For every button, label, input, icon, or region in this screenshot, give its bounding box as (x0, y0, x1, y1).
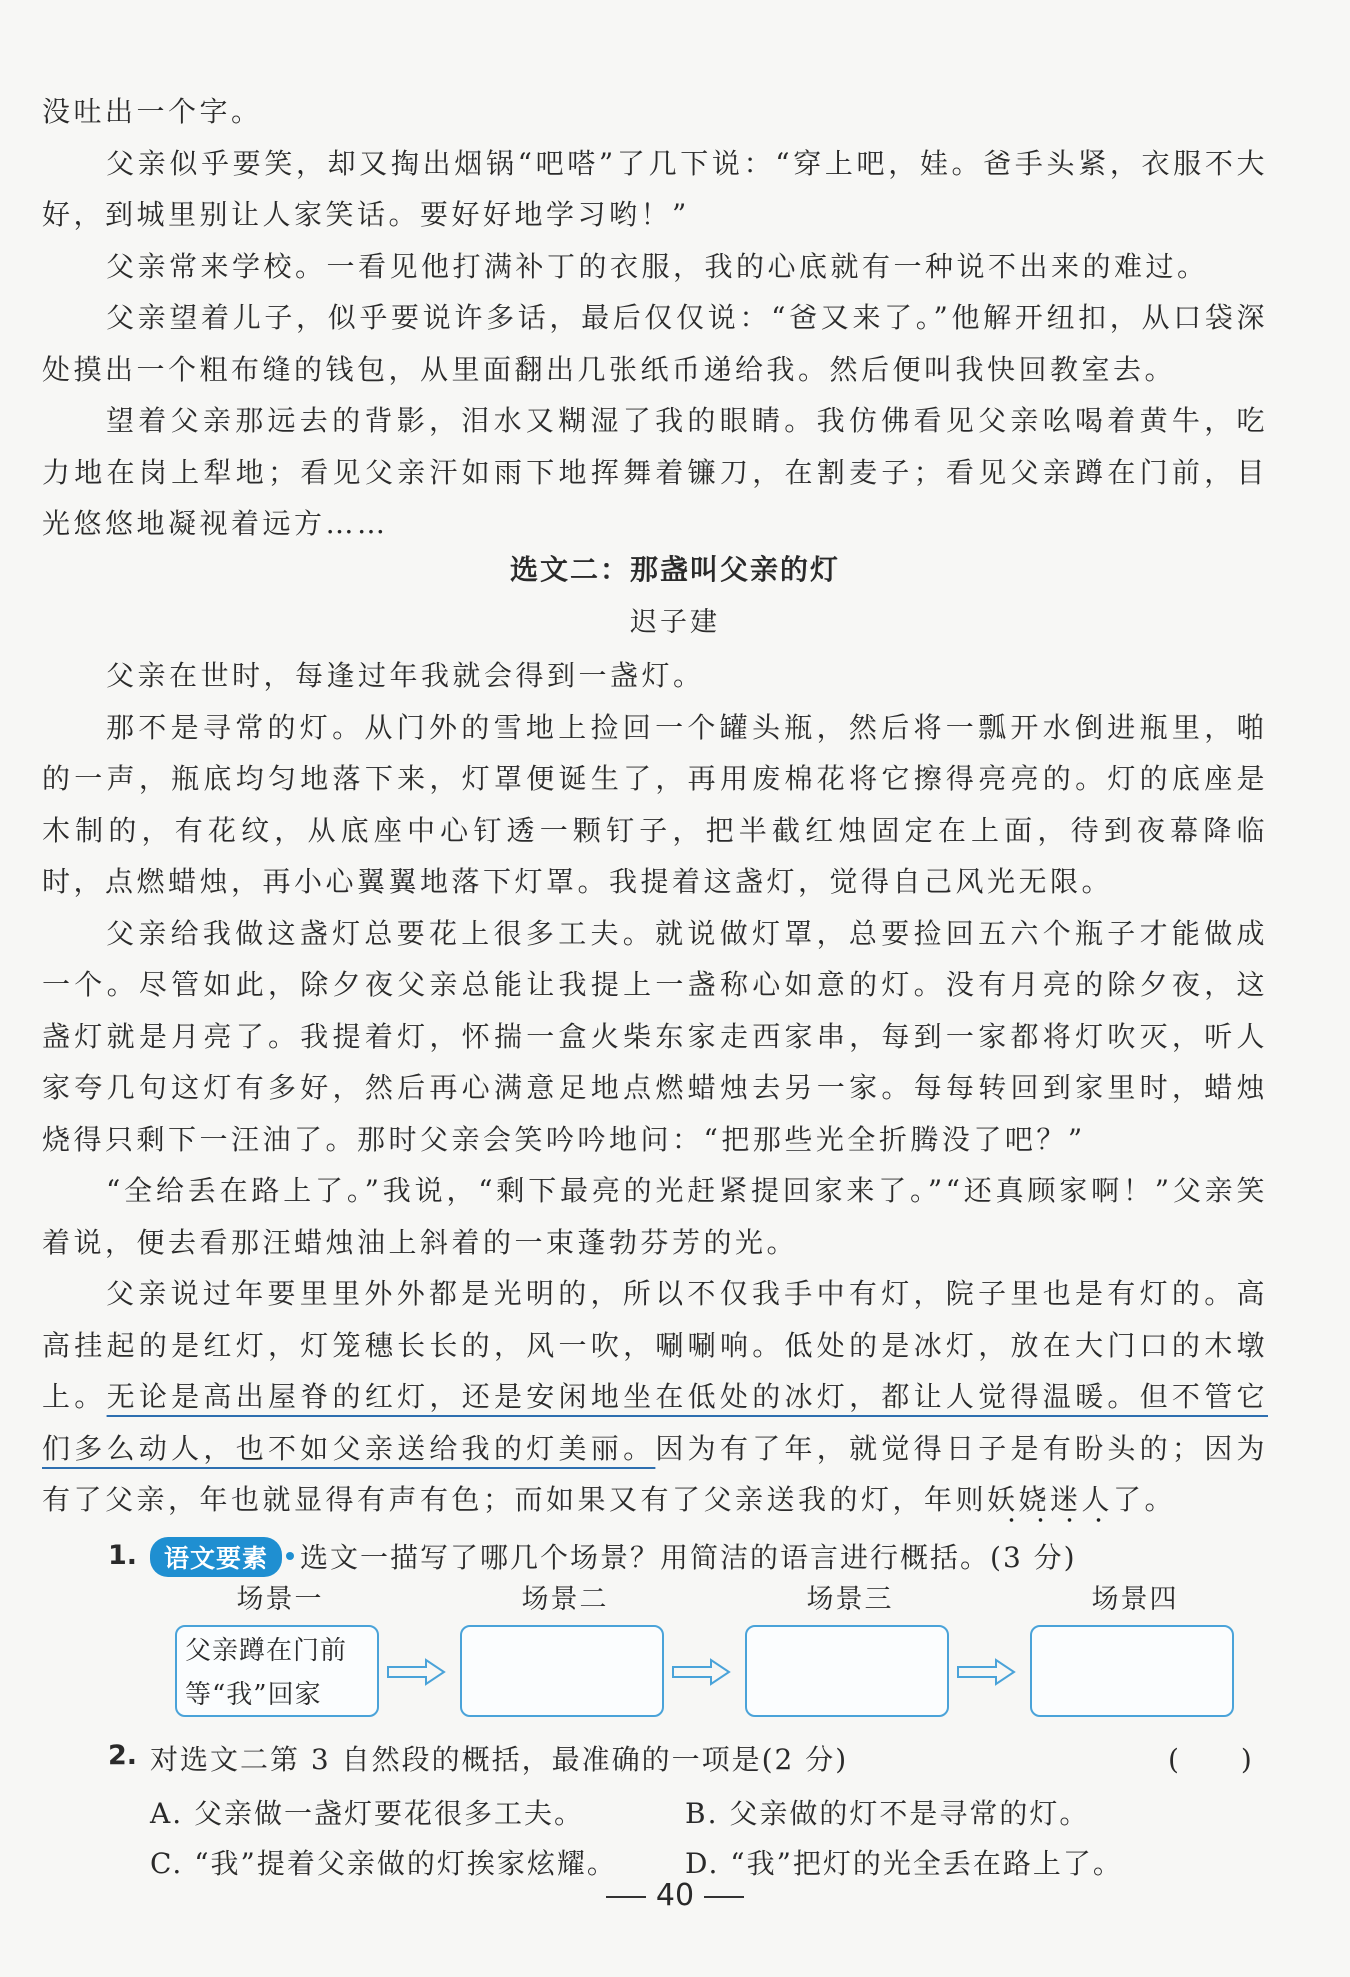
underlined-sentence: 无论是高出屋脊的红灯，还是安闲地坐在低处的冰灯，都让人觉得温暖。但不管它们多么动人，也不如父亲送给我的灯美丽。 (42, 1380, 1268, 1465)
text-span: 了。 (1113, 1483, 1177, 1516)
question-number: 1. (108, 1540, 138, 1571)
question-text: 选文一描写了哪几个场景？用简洁的语言进行概括。(3 分) (300, 1541, 1077, 1574)
option-d[interactable]: D. “我”把灯的光全丢在路上了。 (685, 1847, 1123, 1880)
paragraph: 望着父亲那远去的背影，泪水又糊湿了我的眼睛。我仿佛看见父亲吆喝着黄牛，吃力地在岗上犁地；看见父亲汗如雨下地挥舞着镰刀，在割麦子；看见父亲蹲在门前，目光悠悠地凝视着远方…… (42, 404, 1268, 540)
answer-parentheses[interactable]: ( ) (1168, 1743, 1254, 1776)
divider (606, 1896, 646, 1898)
dotted-emphasis: 妖娆迷人 (987, 1483, 1114, 1516)
scene-label: 场景四 (1091, 1584, 1179, 1615)
scene-label: 场景三 (806, 1584, 894, 1615)
passage-two (42, 650, 1268, 1526)
arrow-right-icon (386, 1657, 446, 1687)
passage-one (42, 86, 1268, 550)
scene-label: 场景二 (521, 1584, 609, 1615)
text-span: 父亲说过年要里里外外都是光明的，所以不仅我手中有灯，院子里也是有灯的。高高挂起的是红灯，灯笼穗长长的，风一吹，唰唰响。低处的是冰灯，放在大门口的木墩上。 (42, 1277, 1268, 1413)
paragraph: 父亲望着儿子，似乎要说许多话，最后仅仅说：“爸又来了。”他解开纽扣，从口袋深处摸出一个粗布缝的钱包，从里面翻出几张纸币递给我。然后便叫我快回教室去。 (42, 301, 1268, 386)
scene-answer-box[interactable] (745, 1625, 949, 1717)
paragraph: 那不是寻常的灯。从门外的雪地上捡回一个罐头瓶，然后将一瓢开水倒进瓶里，啪的一声，瓶底均匀地落下来，灯罩便诞生了，再用废棉花将它擦得亮亮的。灯的底座是木制的，有花纹，从底座中心钉透一颗钉子，把半截红烛固定在上面，待到夜幕降临时，点燃蜡烛，再小心翼翼地落下灯罩。我提着这盏灯，觉得自己风光无限。 (42, 710, 1268, 898)
question-text: 对选文二第 3 自然段的概括，最准确的一项是(2 分) (150, 1743, 849, 1776)
arrow-right-icon (671, 1657, 731, 1687)
page-number: 40 (655, 1878, 695, 1913)
scene-answer-box[interactable] (460, 1625, 664, 1717)
paragraph: 父亲常来学校。一看见他打满补丁的衣服，我的心底就有一种说不出来的难过。 (106, 249, 1209, 283)
divider (704, 1896, 744, 1898)
category-badge: 语文要素 (150, 1537, 282, 1577)
question-number: 2. (108, 1740, 138, 1771)
paragraph: 父亲似乎要笑，却又掏出烟锅“吧嗒”了几下说：“穿上吧，娃。爸手头紧，衣服不大好，到城里别让人家笑话。要好好地学习哟！” (42, 146, 1268, 231)
option-b[interactable]: B. 父亲做的灯不是寻常的灯。 (685, 1797, 1090, 1830)
option-c[interactable]: C. “我”提着父亲做的灯挨家炫耀。 (150, 1847, 617, 1880)
scene-label: 场景一 (236, 1584, 324, 1615)
passage-title: 选文二：那盏叫父亲的灯 (509, 553, 840, 586)
question-one (150, 1536, 1077, 1577)
page-footer (0, 1878, 1350, 1913)
paragraph: 没吐出一个字。 (42, 95, 263, 128)
author: 迟子建 (630, 607, 720, 638)
arrow-right-icon (956, 1657, 1016, 1687)
paragraph: 父亲在世时，每逢过年我就会得到一盏灯。 (106, 659, 705, 692)
paragraph: 父亲给我做这盏灯总要花上很多工夫。就说做灯罩，总要捡回五六个瓶子才能做成一个。尽管如此，除夕夜父亲总能让我提上一盏称心如意的灯。没有月亮的除夕夜，这盏灯就是月亮了。我提着灯，怀揣一盒火柴东家走西家串，每到一家都将灯吹灭，听人家夸几句这灯有多好，然后再心满意足地点燃蜡烛去另一家。每每转回到家里时，蜡烛烧得只剩下一汪油了。那时父亲会笑吟吟地问：“把那些光全折腾没了吧？” (42, 916, 1268, 1156)
scene-answer-box: 父亲蹲在门前等“我”回家 (175, 1625, 379, 1717)
option-a[interactable]: A. 父亲做一盏灯要花很多工夫。 (150, 1797, 585, 1830)
paragraph (42, 1268, 1268, 1526)
paragraph: “全给丢在路上了。”我说，“剩下最亮的光赶紧提回家来了。”“还真顾家啊！”父亲笑着说，便去看那汪蜡烛油上斜着的一束蓬勃芬芳的光。 (42, 1174, 1268, 1259)
scene-answer-box[interactable] (1030, 1625, 1234, 1717)
text-span: 因为有了年，就觉得日子是有盼头的；因为有了父亲，年也就显得有声有色；而如果又有了父亲送我的灯，年则 (42, 1431, 1268, 1516)
